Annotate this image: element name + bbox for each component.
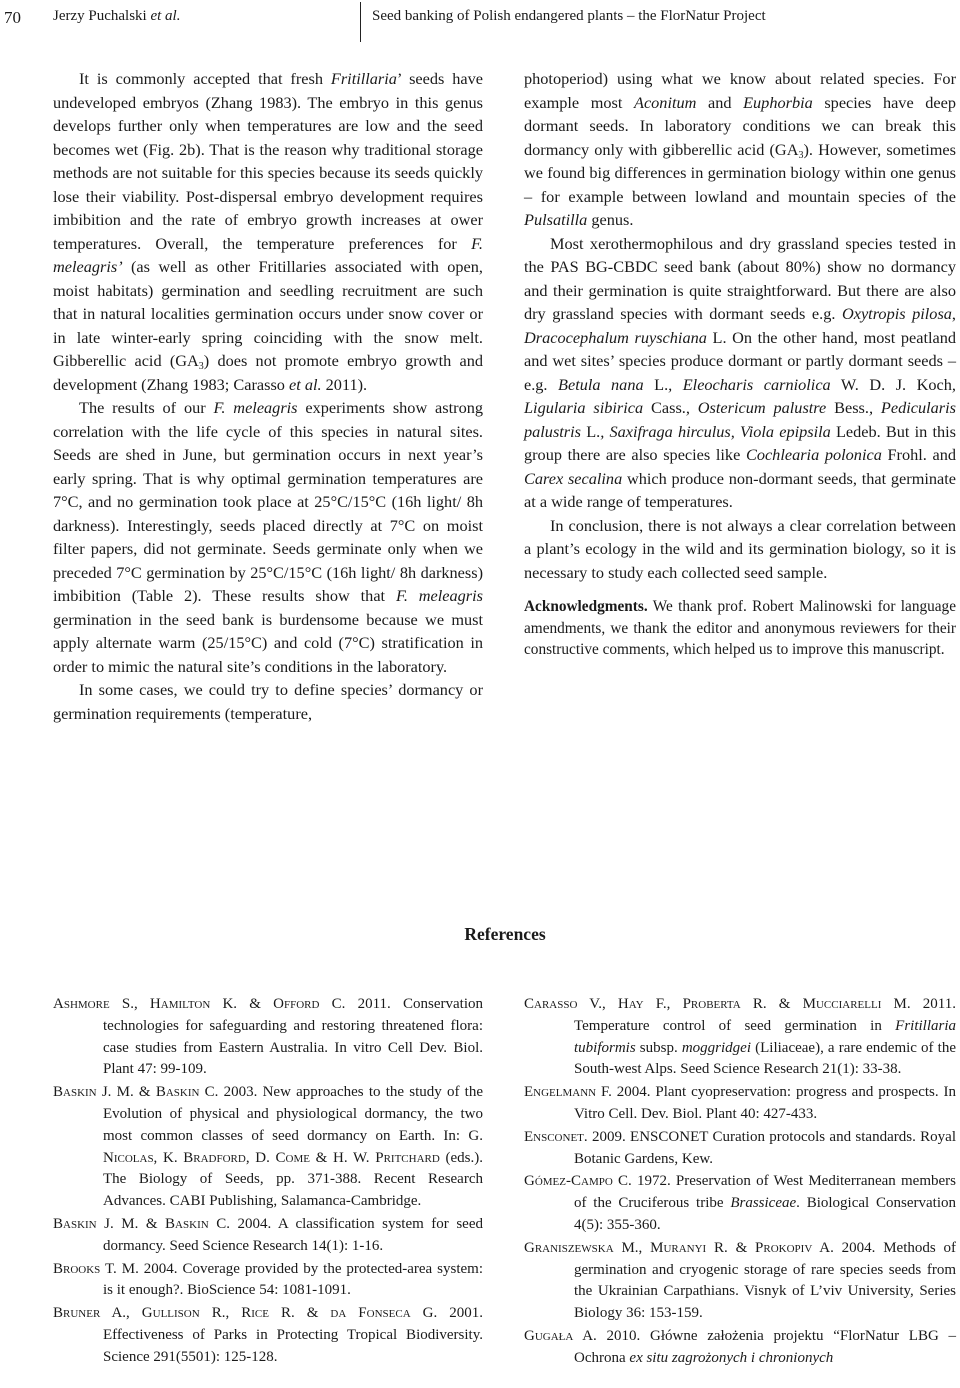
reference-item: Ashmore S., Hamilton K. & Offord C. 2011. Conservation technologies for safeguarding and restoring threatened flora: case studies from Eastern Australia. In vitro Cell Dev. Biol. Plant 47: 99-109.	[53, 996, 484, 1078]
left-paragraph-3: In some cases, we could try to define species’ dormancy or germination requirements (temperature,	[53, 680, 483, 723]
page-number: 70	[4, 8, 21, 27]
references-left-column	[53, 994, 483, 1370]
left-paragraph-1: It is commonly accepted that fresh Fritillaria’ seeds have undeveloped embryos (Zhang 1983). The embryo in this genus develops further only when temperatures are low and the seed becomes wet (Fig. 2b). That is the reason why traditional storage methods are not suitable for this species because its seeds quickly lose their viability. Post-dispersal embryo development requires imbibition and the rate of embryo growth increases at ower temperatures. Overall, the temperature preferences for F. meleagris’ (as well as other Fritillaries associated with open, moist habitats) germination and seedling recruitment are such that in natural localities germination occurs under snow cover or in late winter-early spring coinciding with the snow melt. Gibberellic acid $(GA_3)$ does not promote embryo growth and development (Zhang 1983; Carasso et al. 2011).	[53, 69, 483, 394]
right-column	[524, 67, 956, 661]
author-text: Jerzy Puchalski et al.	[53, 8, 181, 24]
reference-item: Gómez-Campo C. 1972. Preservation of West Mediterranean members of the Cruciferous tribe Brassiceae. Biological Conservation 4(5): 355-360.	[524, 1173, 956, 1233]
right-paragraph-1: photoperiod) using what we know about related species. For example most Aconitum and Euphorbia species have deep dormant seeds. In laboratory conditions we can break this dormancy only with gibberellic acid $(GA_3)$. However, sometimes we found big differences in germination biology within one genus – for example between lowland and mountain species of the Pulsatilla genus.	[524, 69, 956, 229]
references-right-column	[524, 994, 956, 1371]
reference-item: Graniszewska M., Muranyi R. & Prokopiv A. 2004. Methods of germination and cryogenic storage of rare species seeds from the Ukrainian Carpathians. Visnyk of L’viv University, Series Biology 36: 153-159.	[524, 1239, 956, 1322]
running-title: Seed banking of Polish endangered plants – the FlorNatur Project	[372, 8, 766, 24]
references-heading: References	[464, 924, 546, 944]
acknowledgments	[524, 596, 956, 661]
reference-item: Baskin J. M. & Baskin C. 2003. New approaches to the study of the Evolution of physical and physiological dormancy, the two most common classes of seed dormancy on Earth. In: G. Nicolas, K. Bradford, D. Come & H. W. Pritchard (eds.). The Biology of Seeds, pp. 371-388. Recent Research Advances. CABI Publishing, Salamanca-Cambridge.	[53, 1084, 483, 1210]
right-paragraph-3: In conclusion, there is not always a clear correlation between a plant’s ecology in the wild and its germination biology, so it is necessary to study each collected seed sample.	[524, 515, 956, 582]
left-column	[53, 67, 483, 725]
reference-item: Ensconet. 2009. ENSCONET Curation protocols and standards. Royal Botanic Gardens, Kew.	[524, 1128, 956, 1167]
page-header	[0, 0, 960, 36]
running-author	[53, 8, 180, 25]
right-paragraph-2: Most xerothermophilous and dry grassland species tested in the PAS BG-CBDC seed bank (about 80%) show no dormancy and their germination is quite straightforward. But there are also dry grassland species with dormant seeds e.g. Oxytropis pilosa, Dracocephalum ruyschiana L. On the other hand, most peatland and wet sites’ species produce dormant or partly dormant seeds – e.g. Betula nana L., Eleocharis carniolica W. D. J. Koch, Ligularia sibirica Cass., Ostericum palustre Bess., Pedicularis palustris L., Saxifraga hirculus, Viola epipsila Ledeb. But in this group there are also species like Cochlearia polonica Frohl. and Carex secalina which produce non-dormant seeds, that germinate at a wide range of temperatures.	[524, 233, 957, 511]
reference-item: Gugała A. 2010. Główne założenia projektu “FlorNatur LBG – Ochrona ex situ zagrożonych i chronionych	[524, 1327, 956, 1366]
reference-item: Baskin J. M. & Baskin C. 2004. A classification system for seed dormancy. Seed Science Research 14(1): 1-16.	[53, 1215, 483, 1254]
acknowledgments-label: Acknowledgments.	[524, 598, 648, 615]
reference-item: Brooks T. M. 2004. Coverage provided by the protected-area system: is it enough?. BioScience 54: 1081-1091.	[53, 1260, 483, 1299]
reference-item: Engelmann F. 2004. Plant cyopreservation: progress and prospects. In Vitro Cell. Dev. Biol. Plant 40: 427-433.	[524, 1084, 956, 1122]
reference-item: Bruner A., Gullison R., Rice R. & da Fonseca G. 2001. Effectiveness of Parks in Protecting Tropical Biodiversity. Science 291(5501): 125-128.	[53, 1305, 483, 1365]
acknowledgments-text: We thank prof. Robert Malinowski for language amendments, we thank the editor and anonymous reviewers for their constructive comments, which helped us to improve this manuscript.	[524, 598, 956, 658]
reference-item: Carasso V., Hay F., Proberta R. & Mucciarelli M. 2011. Temperature control of seed germination in Fritillaria tubiformis subsp. moggridgei (Liliaceae), a rare endemic of the South-west Alps. Seed Science Research 21(1): 33-38.	[524, 996, 956, 1078]
header-divider	[360, 2, 361, 42]
left-paragraph-2: The results of our F. meleagris experiments show astrong correlation with the life cycle of this species in natural sites. Seeds are shed in June, but germination occurs in next year’s early spring. That is why optimal germination temperatures are 7°C, and no germination took place at 25°C/15°C (16h light/ 8h darkness). Interestingly, seeds placed directly at 7°C on moist filter papers, did not germinate. Seeds germinate only when we preceded 7°C germination by 25°C/15°C (16h light/ 8h darkness) imbibition (Table 2). These results show that F. meleagris germination in the seed bank is burdensome because we must apply alternate warm (25/15°C) and cold (7°C) stratification in order to mimic the natural site’s conditions in the laboratory.	[53, 398, 483, 676]
